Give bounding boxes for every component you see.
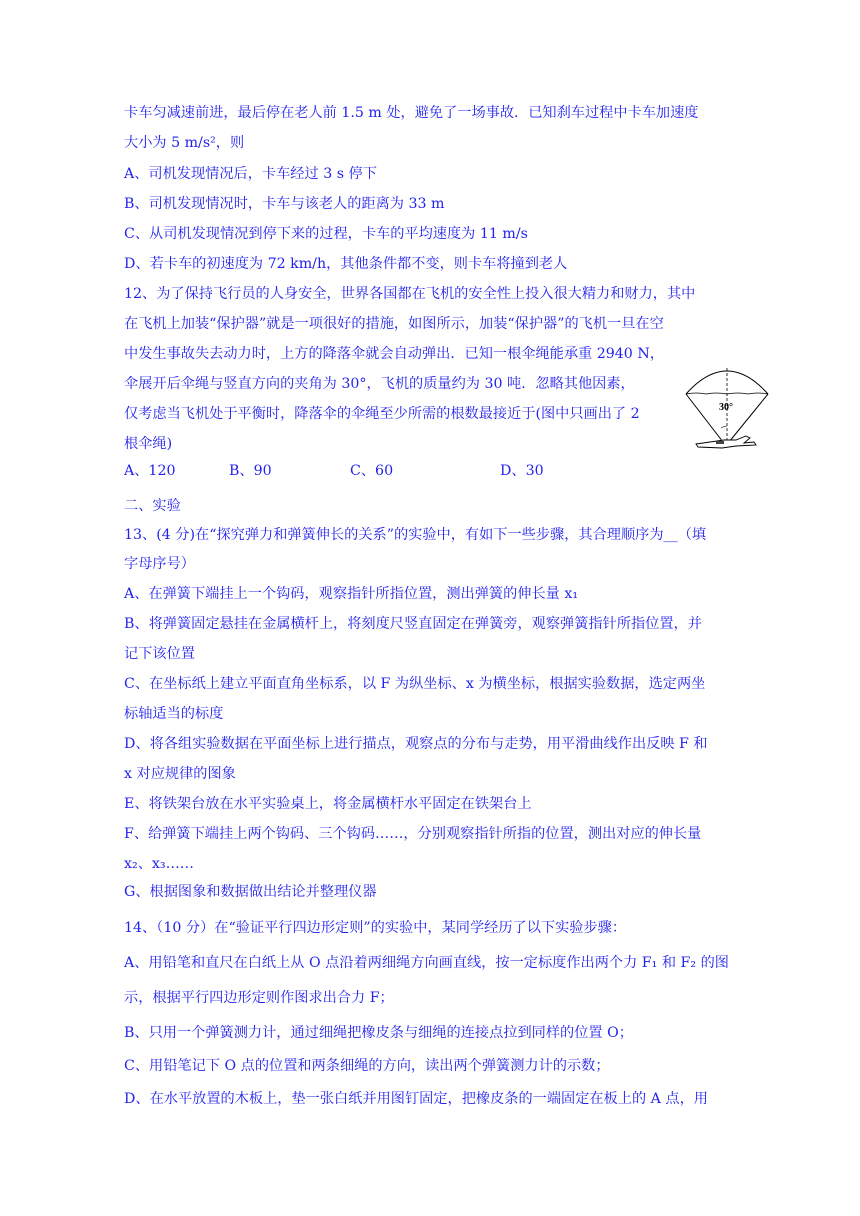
question-12: 12、为了保持飞行员的人身安全，世界各国都在飞机的安全性上投入很大精力和财力，其中 [124, 286, 696, 302]
step-g: G、根据图象和数据做出结论并整理仪器 [124, 884, 377, 900]
step-d: D、将各组实验数据在平面坐标上进行描点，观察点的分布与走势，用平滑曲线作出反映 F 和 [124, 736, 708, 752]
option-a: A、120 [124, 463, 176, 479]
text-line: 卡车匀减速前进，最后停在老人前 1.5 m 处，避免了一场事故．已知刹车过程中卡车加速度 [124, 105, 699, 121]
option-c: C、从司机发现情况到停下来的过程，卡车的平均速度为 11 m/s [124, 226, 528, 242]
text-line: 示，根据平行四边形定则作图求出合力 F； [124, 990, 394, 1006]
angle-label: 30° [719, 402, 733, 413]
text-line: 字母序号） [124, 556, 195, 572]
text-line: 记下该位置 [124, 646, 195, 662]
text-line: 伞展开后伞绳与竖直方向的夹角为 30°，飞机的质量约为 30 吨．忽略其他因素， [124, 376, 635, 392]
step-c: C、在坐标纸上建立平面直角坐标系，以 F 为纵坐标、x 为横坐标，根据实验数据，选定两坐 [124, 676, 706, 692]
step-d: D、在水平放置的木板上，垫一张白纸并用图钉固定，把橡皮条的一端固定在板上的 A 点，用 [124, 1091, 708, 1107]
question-13: 13、(4 分)在“探究弹力和弹簧伸长的关系”的实验中，有如下一些步骤，其合理顺序为__（填 [124, 527, 707, 543]
section-heading: 二、实验 [124, 498, 181, 514]
text-line: 仅考虑当飞机处于平衡时，降落伞的伞绳至少所需的根数最接近于(图中只画出了 2 [124, 406, 640, 422]
text-line: x₂、x₃…… [124, 856, 194, 872]
text-line: 根伞绳) [124, 436, 173, 452]
step-c: C、用铅笔记下 O 点的位置和两条细绳的方向，读出两个弹簧测力计的示数； [124, 1058, 610, 1074]
text-line: 标轴适当的标度 [124, 706, 224, 722]
option-b: B、司机发现情况时，卡车与该老人的距离为 33 m [124, 196, 445, 212]
text-line: 大小为 5 m/s²，则 [124, 135, 245, 151]
option-b: B、90 [229, 463, 272, 479]
step-a: A、用铅笔和直尺在白纸上从 O 点沿着两细绳方向画直线，按一定标度作出两个力 F₁ 和 F₂ 的图 [124, 955, 729, 971]
text-line: 中发生事故失去动力时，上方的降落伞就会自动弹出．已知一根伞绳能承重 2940 N， [124, 346, 664, 362]
option-d: D、30 [500, 463, 544, 479]
option-a: A、司机发现情况后，卡车经过 3 s 停下 [124, 166, 377, 182]
step-e: E、将铁架台放在水平实验桌上，将金属横杆水平固定在铁架台上 [124, 796, 532, 812]
step-a: A、在弹簧下端挂上一个钩码，观察指针所指位置，测出弹簧的伸长量 x₁ [124, 586, 579, 602]
option-c: C、60 [350, 463, 394, 479]
step-b: B、将弹簧固定悬挂在金属横杆上，将刻度尺竖直固定在弹簧旁，观察弹簧指针所指位置，并 [124, 616, 702, 632]
text-line: x 对应规律的图象 [124, 766, 236, 782]
step-f: F、给弹簧下端挂上两个钩码、三个钩码……，分别观察指针所指的位置，测出对应的伸长量 [124, 826, 702, 842]
text-line: 在飞机上加装“保护器”就是一项很好的措施，如图所示，加装“保护器”的飞机一旦在空 [124, 316, 664, 332]
question-14: 14、（10 分）在“验证平行四边形定则”的实验中，某同学经历了以下实验步骤： [124, 920, 627, 936]
option-d: D、若卡车的初速度为 72 km/h，其他条件都不变，则卡车将撞到老人 [124, 256, 568, 272]
step-b: B、只用一个弹簧测力计，通过细绳把橡皮条与细绳的连接点拉到同样的位置 O； [124, 1025, 633, 1041]
